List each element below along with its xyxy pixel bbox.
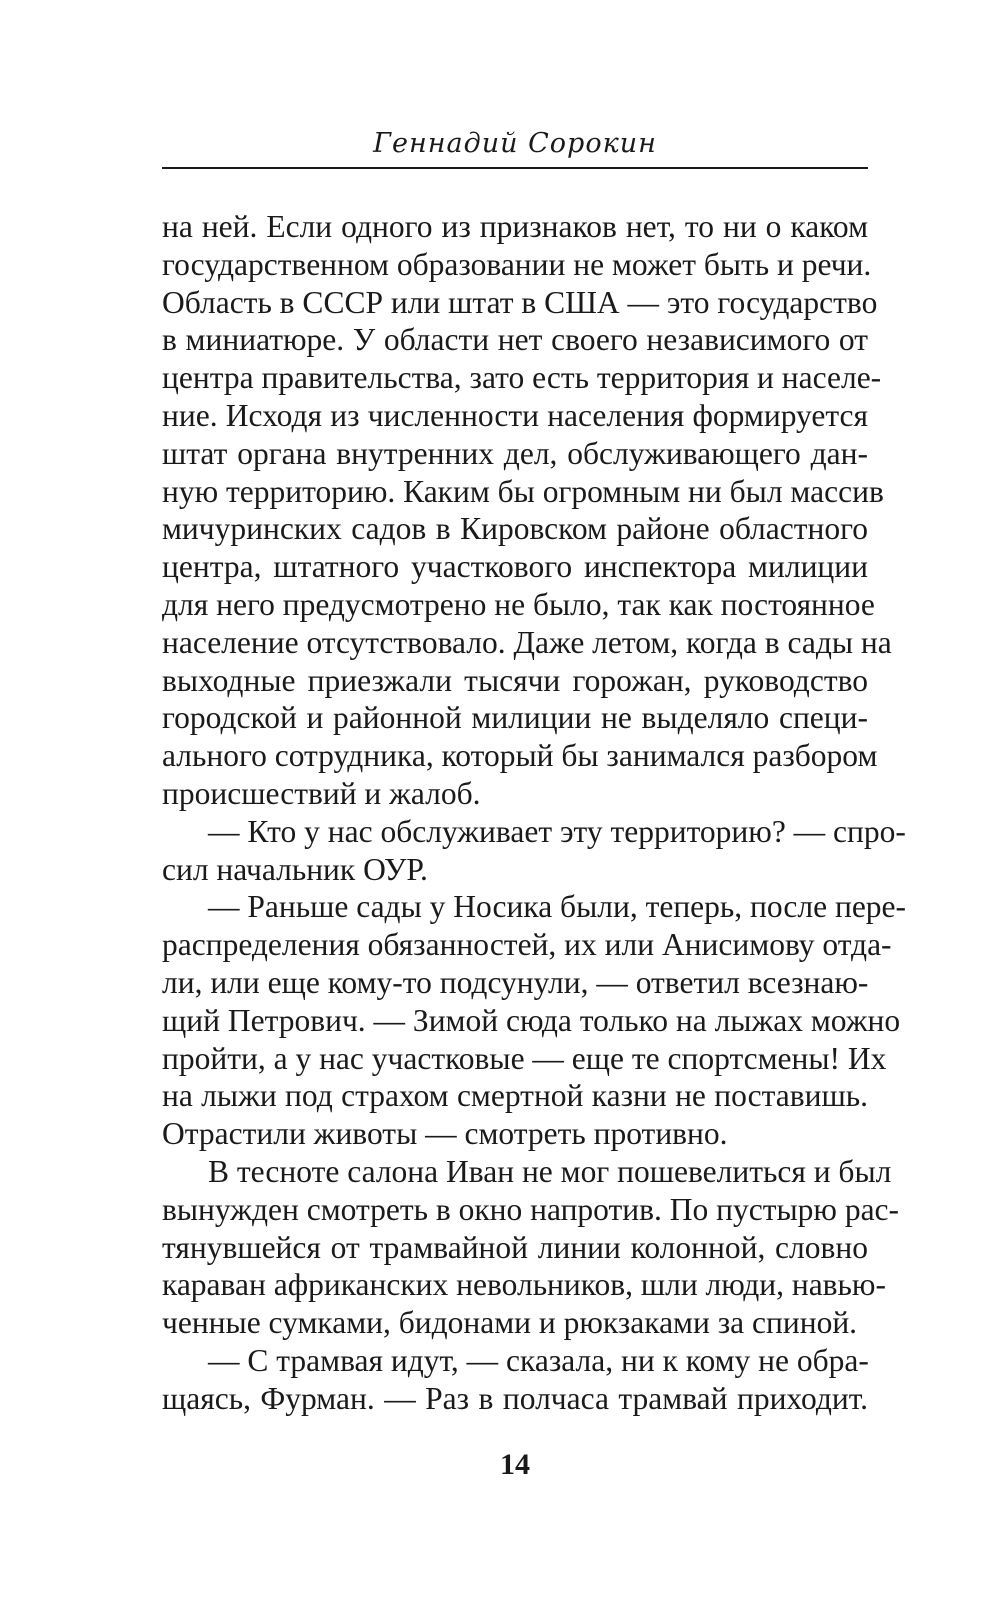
text-line: население отсутствовало. Даже летом, когда в сады на [162,624,892,660]
text-line: на ней. Если одного из признаков нет, то ни о каком [162,209,868,244]
text-line: центра правительства, зато есть территория и населе- [162,360,882,396]
text-line: распределения обязанностей, их или Анисимову отда- [162,927,892,963]
text-line: Область в СССР или штат в США — это государство [162,284,878,320]
text-line: — Кто у нас обслуживает эту территорию? — спро- [208,813,906,849]
running-header-author: Геннадий Сорокин [373,128,657,159]
text-line: щий Петрович. — Зимой сюда только на лыжах можно [162,1002,901,1038]
text-line: в миниатюре. У области нет своего независимого от [162,322,868,358]
text-line: пройти, а у нас участковые — еще те спортсмены! Их [162,1040,887,1076]
text-line: щаясь, Фурман. — Раз в полчаса трамвай приходит. [162,1380,868,1416]
text-line: ченные сумками, бидонами и рюкзаками за спиной. [162,1305,858,1341]
text-line: — С трамвая идут, — сказала, ни к кому не обра- [208,1342,869,1378]
text-line: В тесноте салона Иван не мог пошевелиться и был [208,1153,892,1189]
text-line: выходные приезжали тысячи горожан, руководство [162,662,868,698]
body-text [162,208,907,1418]
text-line: на лыжи под страхом смертной казни не поставишь. [162,1078,868,1114]
text-line: городской и районной милиции не выделяло специ- [162,700,868,736]
text-line: для него предусмотрено не было, так как постоянное [162,586,875,622]
text-line: — Раньше сады у Носика были, теперь, после пере- [208,889,907,925]
text-line: штат органа внутренних дел, обслуживающего дан- [162,435,868,471]
header-rule [162,167,868,169]
text-line: происшествий и жалоб. [162,775,481,811]
text-line: сил начальник ОУР. [162,851,428,887]
text-line: мичуринских садов в Кировском районе областного [162,511,868,547]
text-line: Отрастили животы — смотреть противно. [162,1116,728,1152]
text-line: центра, штатного участкового инспектора милиции [162,549,868,585]
text-line: ние. Исходя из численности населения формируется [162,397,868,433]
text-line: ли, или еще кому-то подсунули, — ответил всезнаю- [162,964,869,1000]
text-line: вынужден смотреть в окно напротив. По пустырю рас- [162,1191,900,1227]
text-line: государственном образовании не может быть и речи. [162,246,872,282]
text-line: караван африканских невольников, шли люди, навью- [162,1267,886,1303]
text-line: тянувшейся от трамвайной линии колонной, словно [162,1229,868,1265]
text-line: ную территорию. Каким бы огромным ни был массив [162,473,884,509]
text-line: ального сотрудника, который бы занимался разбором [162,738,878,774]
page-number: 14 [500,1448,530,1481]
